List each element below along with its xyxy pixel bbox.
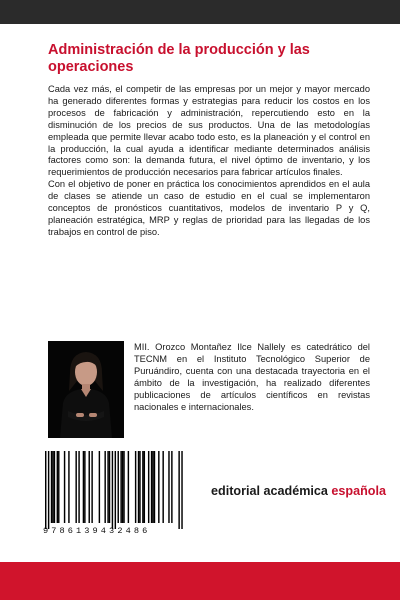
barcode-bar — [78, 451, 79, 523]
barcode-bar — [48, 451, 49, 529]
synopsis-paragraph: Con el objetivo de poner en práctica los conocimientos aprendidos en el aula de clases se atiende un caso de estudio en el cual se implementaron conceptos de pronósticos cuantitativos, modelos de inventario P y Q, planeación estratégica, MRP y reglas de prioridad para las llegadas de los trabajos en control de piso. — [48, 179, 370, 237]
publisher-name-accent: española — [331, 484, 386, 498]
barcode-bar — [104, 451, 105, 523]
barcode-bar — [168, 451, 169, 523]
barcode-bar — [123, 451, 124, 523]
synopsis-paragraph: Cada vez más, el competir de las empresas por un mejor y mayor mercado ha generado diferentes formas y estrategias para reducir los costos en los procesos de fabricación y administración, repercutiendo esto en la disminución de los precios de sus productos. Una de las metodologías empleada que permite llevar acabo todo esto, es la planeación y el control en la producción, la cual ayuda a identificar mediante determinados análisis factores como son: la demanda futura, el nivel óptimo de inventario, y los requerimientos de producción necesarios para fabricar artículos finales. — [48, 84, 370, 178]
isbn-digits: 9786139432486 — [43, 526, 151, 536]
book-synopsis — [48, 84, 370, 239]
barcode-bar — [45, 451, 46, 529]
barcode-bar — [128, 451, 129, 523]
barcode-bar — [162, 451, 163, 523]
barcode-bar — [171, 451, 172, 523]
barcode-bar — [144, 451, 145, 523]
barcode-bar — [84, 451, 85, 523]
barcode-bar — [152, 451, 153, 523]
top-band — [0, 0, 400, 24]
author-photo — [48, 341, 124, 438]
barcode-bar — [142, 451, 143, 523]
barcode-bar — [148, 451, 149, 523]
barcode-bar — [52, 451, 53, 523]
isbn-barcode — [39, 451, 187, 539]
barcode-bar — [151, 451, 152, 523]
barcode-bar — [109, 451, 110, 523]
barcode-bar — [64, 451, 65, 523]
author-portrait-image — [48, 341, 124, 438]
barcode-bar — [91, 451, 92, 523]
barcode-bars — [39, 451, 187, 529]
barcode-bar — [158, 451, 159, 523]
publisher-name-main: editorial académica — [211, 484, 332, 498]
publisher-name — [211, 484, 386, 498]
barcode-bar — [75, 451, 76, 523]
barcode-bar — [138, 451, 139, 523]
barcode-bar — [135, 451, 136, 523]
barcode-bar — [99, 451, 100, 523]
barcode-bar — [58, 451, 59, 523]
barcode-bar — [120, 451, 121, 523]
barcode-bar — [83, 451, 84, 523]
barcode-bar — [139, 451, 140, 523]
barcode-bar — [68, 451, 69, 523]
barcode-bar — [122, 451, 123, 523]
bottom-band — [0, 562, 400, 600]
barcode-bar — [181, 451, 182, 529]
barcode-bar — [154, 451, 155, 523]
barcode-bar — [112, 451, 113, 529]
book-title: Administración de la producción y las operaciones — [48, 42, 310, 75]
barcode-bar — [51, 451, 52, 523]
barcode-bar — [57, 451, 58, 523]
barcode-bar — [54, 451, 55, 523]
barcode-bar — [118, 451, 119, 523]
barcode-bar — [107, 451, 108, 523]
author-bio: MII. Orozco Montañez Ilce Nallely es catedrático del TECNM en el Instituto Tecnológico Superior de Puruándiro, cuenta con una destacada trayectoria en el ámbito de la investigación, ha realizado diferentes publicaciones de artículos científicos en revistas nacionales e internacionales. — [134, 342, 370, 412]
barcode-bar — [115, 451, 116, 529]
barcode-bar — [178, 451, 179, 529]
barcode-bar — [89, 451, 90, 523]
